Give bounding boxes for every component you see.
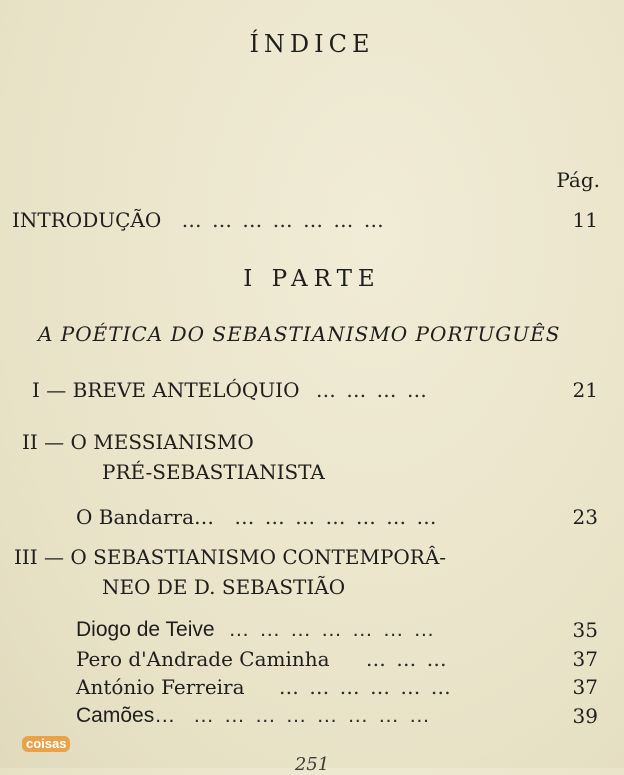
page-column-header: Pág. <box>556 168 600 192</box>
toc-page-number: 11 <box>572 208 598 232</box>
toc-entry-antonio-ferreira[interactable] <box>76 675 453 699</box>
toc-entry-label: António Ferreira <box>76 675 245 699</box>
dot-leader: … … … <box>365 647 449 671</box>
index-title: ÍNDICE <box>249 30 375 58</box>
dot-leader: … … … … … … … <box>228 618 437 641</box>
toc-entry-pero-dandrade-caminha[interactable] <box>76 647 449 671</box>
toc-entry-bandarra[interactable] <box>76 505 439 529</box>
toc-page-number: 37 <box>572 647 598 671</box>
dot-leader: … … … … <box>315 378 429 402</box>
toc-entry-label: Diogo de Teive <box>76 618 215 641</box>
part-heading: I PARTE <box>243 266 381 292</box>
chapter-3-heading-line2: NEO DE D. SEBASTIÃO <box>102 575 346 599</box>
toc-entry-label: Pero d'Andrade Caminha <box>76 647 330 671</box>
toc-entry-label: INTRODUÇÃO <box>12 208 162 232</box>
toc-entry-diogo-de-teive[interactable] <box>76 618 436 642</box>
toc-entry-introducao[interactable] <box>12 208 386 232</box>
dot-leader: … … … … … … … … <box>193 704 432 727</box>
toc-entry-label: O Bandarra… <box>76 505 215 529</box>
dot-leader: … … … … … … <box>278 675 453 699</box>
watermark-logo: coisas <box>22 736 70 752</box>
toc-entry-label: I — BREVE ANTELÓQUIO <box>32 378 300 402</box>
toc-entry-chapter-1[interactable] <box>32 378 429 402</box>
chapter-3-heading-line1: III — O SEBASTIANISMO CONTEMPORÂ- <box>14 545 447 569</box>
toc-page-number: 39 <box>572 704 598 728</box>
toc-page-number: 21 <box>572 378 598 402</box>
footer-page-number: 251 <box>294 754 330 775</box>
toc-page-number: 37 <box>572 675 598 699</box>
part-subtitle: A POÉTICA DO SEBASTIANISMO PORTUGUÊS <box>38 322 561 346</box>
chapter-2-heading-line2: PRÉ-SEBASTIANISTA <box>102 460 325 484</box>
toc-page-number: 23 <box>572 505 598 529</box>
toc-entry-camoes[interactable] <box>76 704 432 728</box>
toc-page-number: 35 <box>572 618 598 642</box>
toc-entry-label: Camões… <box>76 704 176 727</box>
dot-leader: … … … … … … … <box>234 505 439 529</box>
chapter-2-heading-line1: II — O MESSIANISMO <box>22 430 254 454</box>
dot-leader: … … … … … … … <box>181 208 386 232</box>
